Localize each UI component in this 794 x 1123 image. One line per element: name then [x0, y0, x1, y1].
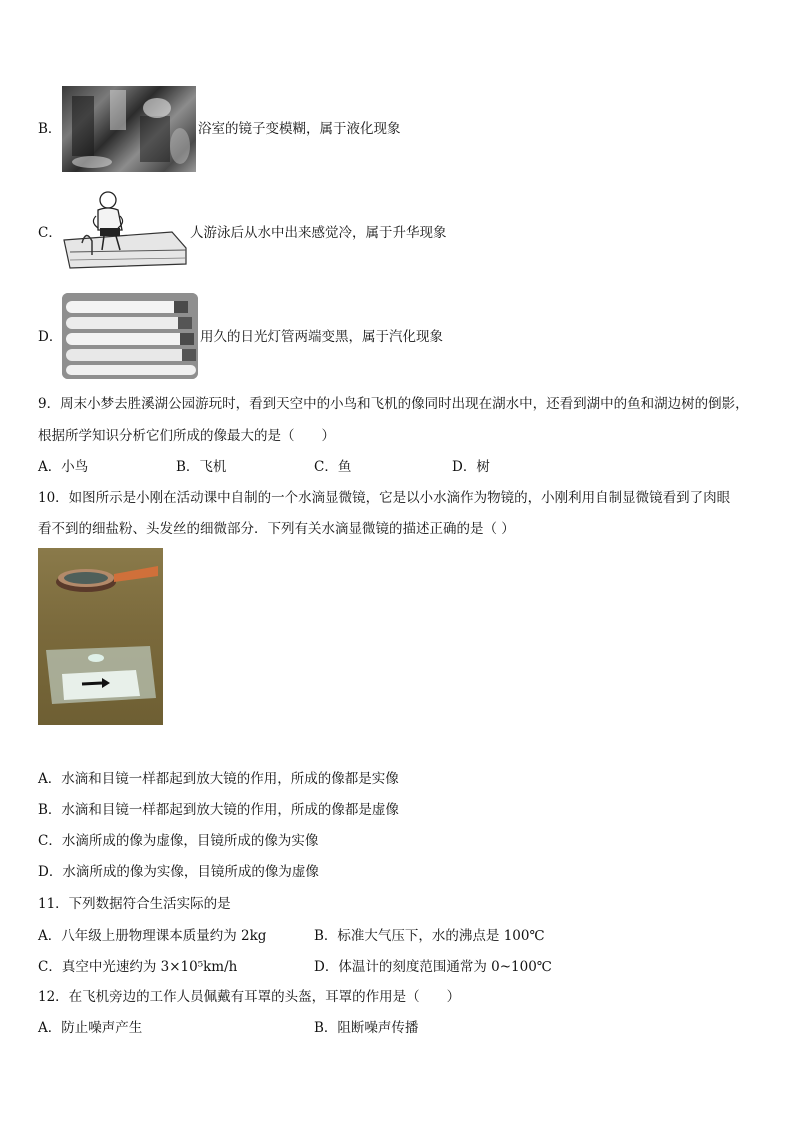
fluorescent-tubes-image [62, 293, 198, 379]
q11-option-b: B．标准大气压下，水的沸点是 100℃ [314, 928, 545, 944]
water-drop-microscope-image [38, 548, 163, 725]
q9-stem-line1: 9．周末小梦去胜溪湖公园游玩时，看到天空中的小鸟和飞机的像同时出现在湖水中，还看到湖中的鱼和湖边树的倒影， [38, 396, 749, 412]
q8-option-d-text: 用久的日光灯管两端变黑，属于汽化现象 [200, 329, 443, 345]
q8-option-b-label: B． [38, 121, 62, 137]
q12-stem: 12．在飞机旁边的工作人员佩戴有耳罩的头盔，耳罩的作用是（ ） [38, 989, 461, 1005]
q10-option-c: C．水滴所成的像为虚像，目镜所成的像为实像 [38, 833, 319, 849]
q10-option-d: D．水滴所成的像为实像，目镜所成的像为虚像 [38, 864, 319, 880]
q11-option-a: A．八年级上册物理课本质量约为 2kg [38, 928, 267, 944]
q10-stem-line2: 看不到的细盐粉、头发丝的细微部分．下列有关水滴显微镜的描述正确的是（ ） [38, 521, 515, 537]
q11-option-c: C．真空中光速约为 3×10⁵km/h [38, 959, 238, 975]
q8-option-c-text: 人游泳后从水中出来感觉冷，属于升华现象 [190, 225, 447, 241]
q11-stem: 11．下列数据符合生活实际的是 [38, 896, 231, 912]
q8-option-b-text: 浴室的镜子变模糊，属于液化现象 [198, 121, 401, 137]
q8-option-c-label: C． [38, 225, 62, 241]
q10-option-b: B．水滴和目镜一样都起到放大镜的作用，所成的像都是虚像 [38, 802, 399, 818]
q9-stem-line2: 根据所学知识分析它们所成的像最大的是（ ） [38, 428, 335, 444]
q11-option-d: D．体温计的刻度范围通常为 0~100℃ [314, 959, 552, 975]
q9-option-b: B．飞机 [176, 459, 227, 475]
q10-stem-line1: 10．如图所示是小刚在活动课中自制的一个水滴显微镜，它是以小水滴作为物镜的，小刚利用自制显微镜看到了肉眼 [38, 490, 731, 506]
q9-option-c: C．鱼 [314, 459, 352, 475]
q12-option-b: B．阻断噪声传播 [314, 1020, 419, 1036]
swimmer-image [62, 188, 188, 276]
q8-option-d-label: D． [38, 329, 63, 345]
q9-option-a: A．小鸟 [38, 459, 89, 475]
q12-option-a: A．防止噪声产生 [38, 1020, 143, 1036]
q10-option-a: A．水滴和目镜一样都起到放大镜的作用，所成的像都是实像 [38, 771, 399, 787]
foggy-mirror-image [62, 86, 196, 172]
q9-option-d: D．树 [452, 459, 490, 475]
